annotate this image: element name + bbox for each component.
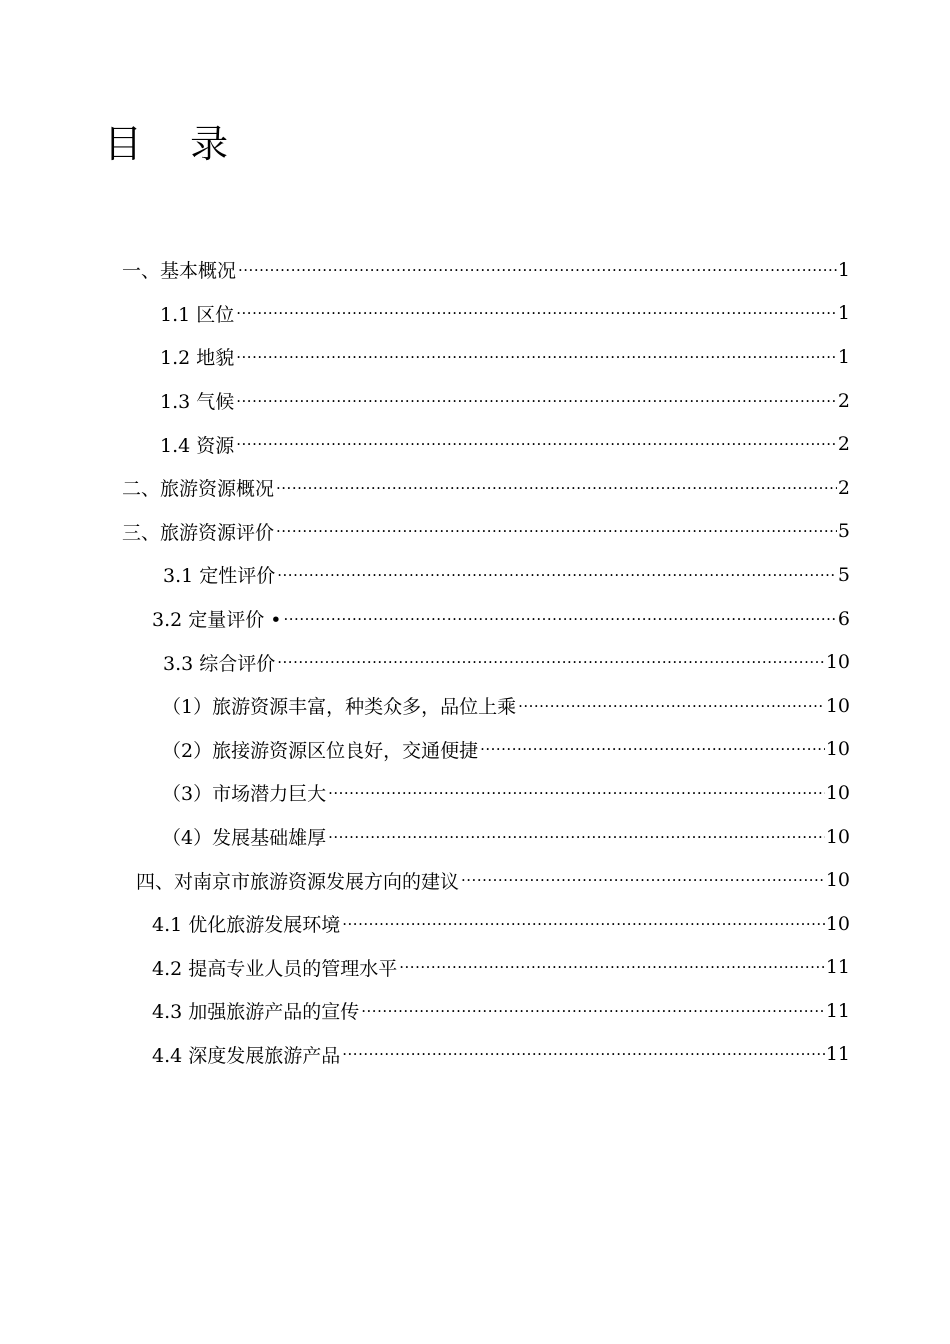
toc-dot-leader: [236, 348, 837, 366]
toc-entry-page: 2: [837, 433, 850, 456]
toc-entry-label: 4.3 加强旅游产品的宣传: [152, 1001, 360, 1024]
toc-dot-leader: [276, 522, 837, 540]
toc-entry-page: 11: [825, 956, 850, 979]
toc-entry-label: 3.1 定性评价: [163, 565, 276, 588]
toc-dot-leader: [461, 871, 825, 889]
toc-entry[interactable]: [152, 946, 850, 990]
toc-entry[interactable]: [160, 292, 850, 336]
toc-dot-leader: [328, 784, 825, 802]
toc-entry-page: 1: [837, 345, 850, 368]
toc-list: [0, 248, 950, 1076]
toc-dot-leader: [277, 653, 825, 671]
toc-entry-page: 10: [825, 869, 850, 892]
toc-entry-label: 四、对南京市旅游资源发展方向的建议: [136, 870, 460, 893]
toc-entry[interactable]: [122, 510, 850, 554]
toc-entry-label: 三、旅游资源评价: [122, 521, 275, 544]
toc-entry-label: 一、基本概况: [122, 260, 237, 283]
toc-dot-leader: [328, 828, 825, 846]
toc-dot-leader: [480, 740, 825, 758]
toc-entry-label: 3.3 综合评价: [163, 652, 276, 675]
toc-dot-leader: [277, 566, 837, 584]
toc-entry-page: 5: [837, 563, 850, 586]
toc-entry-label: 1.2 地貌: [160, 347, 235, 370]
toc-entry[interactable]: [160, 379, 850, 423]
toc-entry-label: （2）旅接游资源区位良好，交通便捷: [162, 739, 479, 762]
toc-entry-page: 2: [837, 476, 850, 499]
toc-entry[interactable]: [163, 640, 850, 684]
toc-dot-leader: [236, 304, 837, 322]
toc-dot-leader: [399, 958, 825, 976]
toc-entry-label: 3.2 定量评价 •: [152, 609, 282, 632]
toc-entry-label: （1）旅游资源丰富，种类众多，品位上乘: [162, 696, 517, 719]
toc-entry[interactable]: [152, 1033, 850, 1077]
toc-entry-page: 1: [837, 258, 850, 281]
toc-entry-page: 1: [837, 302, 850, 325]
toc-entry-label: （3）市场潜力巨大: [162, 783, 327, 806]
toc-entry-label: 二、旅游资源概况: [122, 478, 275, 501]
toc-entry[interactable]: [152, 597, 850, 641]
toc-entry-label: （4）发展基础雄厚: [162, 827, 327, 850]
toc-entry[interactable]: [162, 771, 850, 815]
toc-entry-page: 10: [825, 694, 850, 717]
toc-entry-label: 1.4 资源: [160, 434, 235, 457]
toc-entry[interactable]: [162, 684, 850, 728]
toc-dot-leader: [236, 392, 837, 410]
toc-dot-leader: [284, 610, 837, 628]
toc-entry[interactable]: [122, 248, 850, 292]
toc-entry[interactable]: [160, 422, 850, 466]
toc-entry-label: 4.1 优化旅游发展环境: [152, 914, 341, 937]
toc-entry-label: 4.2 提高专业人员的管理水平: [152, 957, 398, 980]
toc-entry-page: 5: [837, 520, 850, 543]
toc-dot-leader: [236, 435, 837, 453]
toc-entry[interactable]: [152, 989, 850, 1033]
toc-dot-leader: [238, 261, 837, 279]
toc-entry-label: 4.4 深度发展旅游产品: [152, 1044, 341, 1067]
toc-dot-leader: [342, 915, 825, 933]
toc-entry-label: 1.1 区位: [160, 303, 235, 326]
toc-entry-page: 2: [837, 389, 850, 412]
toc-dot-leader: [342, 1045, 825, 1063]
toc-dot-leader: [361, 1002, 825, 1020]
toc-entry[interactable]: [160, 335, 850, 379]
toc-entry-page: 6: [837, 607, 850, 630]
toc-entry[interactable]: [162, 815, 850, 859]
toc-entry[interactable]: [122, 466, 850, 510]
toc-title: 目 录: [104, 122, 247, 166]
toc-entry-label: 1.3 气候: [160, 391, 235, 414]
toc-entry-page: 10: [825, 912, 850, 935]
toc-entry-page: 11: [825, 999, 850, 1022]
toc-dot-leader: [276, 479, 837, 497]
toc-entry[interactable]: [136, 858, 850, 902]
toc-entry[interactable]: [162, 728, 850, 772]
toc-entry[interactable]: [152, 902, 850, 946]
toc-entry-page: 10: [825, 738, 850, 761]
toc-entry[interactable]: [163, 553, 850, 597]
toc-entry-page: 10: [825, 825, 850, 848]
toc-entry-page: 10: [825, 781, 850, 804]
toc-entry-page: 10: [825, 651, 850, 674]
toc-dot-leader: [518, 697, 825, 715]
toc-entry-page: 11: [825, 1043, 850, 1066]
